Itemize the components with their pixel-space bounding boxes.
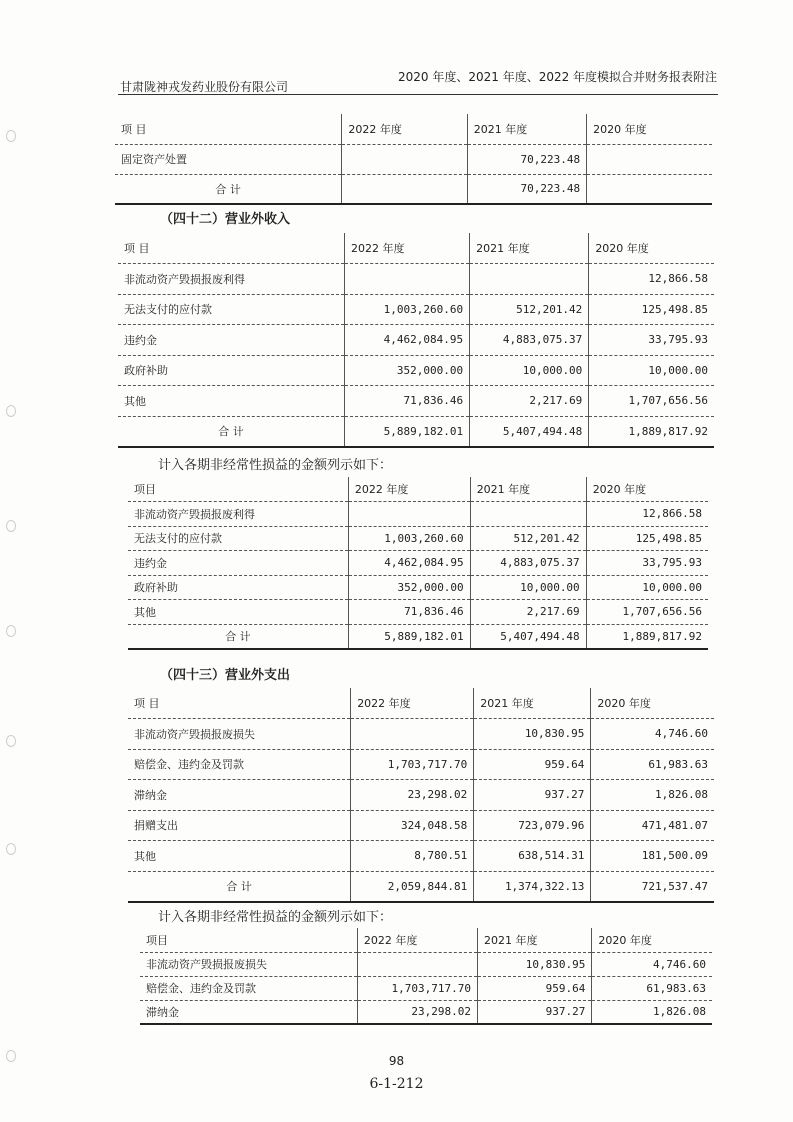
- table-total-row: [115, 174, 712, 204]
- amount-cell: 5,407,494.48: [470, 416, 589, 447]
- header-divider: [118, 94, 718, 95]
- amount-cell: 352,000.00: [344, 355, 469, 386]
- amount-cell: 10,000.00: [586, 575, 708, 600]
- report-title: 2020 年度、2021 年度、2022 年度模拟合并财务报表附注: [398, 70, 718, 84]
- document-code: 6-1-212: [369, 1076, 424, 1092]
- amount-cell: 4,462,084.95: [344, 325, 469, 356]
- row-label: 固定资产处置: [115, 144, 342, 174]
- amount-cell: 12,866.58: [586, 502, 708, 527]
- amount-cell: 1,003,260.60: [348, 526, 470, 551]
- binding-hole: [6, 625, 16, 637]
- amount-cell: 61,983.63: [592, 976, 712, 1000]
- amount-cell: 1,826.08: [591, 780, 714, 811]
- column-header: 2022 年度: [344, 233, 469, 264]
- table-row: [118, 264, 714, 295]
- column-header: 2021 年度: [477, 928, 591, 952]
- amount-cell: 471,481.07: [591, 810, 714, 841]
- row-label: 非流动资产毁损报废利得: [118, 264, 344, 295]
- table-row: [128, 719, 714, 750]
- table-row: [118, 386, 714, 417]
- table-total-row: [128, 624, 708, 649]
- row-label: 捐赠支出: [128, 810, 351, 841]
- section-43-title: （四十三）营业外支出: [160, 668, 291, 683]
- amount-cell: 4,883,075.37: [470, 325, 589, 356]
- row-label: 非流动资产毁损报废利得: [128, 502, 348, 527]
- amount-cell: [470, 264, 589, 295]
- table-row: [128, 749, 714, 780]
- amount-cell: 71,836.46: [344, 386, 469, 417]
- row-label: 滞纳金: [140, 1000, 357, 1024]
- column-header: 2021 年度: [470, 477, 586, 502]
- table-header-row: [140, 928, 712, 952]
- amount-cell: 2,217.69: [470, 386, 589, 417]
- amount-cell: 5,889,182.01: [348, 624, 470, 649]
- table-row: [118, 294, 714, 325]
- row-label: 滞纳金: [128, 780, 351, 811]
- row-label: 非流动资产毁损报废损失: [140, 952, 357, 976]
- table-row: [128, 575, 708, 600]
- amount-cell: 5,889,182.01: [344, 416, 469, 447]
- binding-hole: [6, 405, 16, 417]
- row-label: 合 计: [115, 174, 342, 204]
- amount-cell: 1,374,322.13: [474, 871, 591, 902]
- amount-cell: 1,703,717.70: [351, 749, 474, 780]
- table-total-row: [118, 416, 714, 447]
- amount-cell: 4,883,075.37: [470, 551, 586, 576]
- table-row: [128, 502, 708, 527]
- amount-cell: 23,298.02: [351, 780, 474, 811]
- table-total-row: [128, 871, 714, 902]
- amount-cell: [342, 144, 467, 174]
- amount-cell: [348, 502, 470, 527]
- row-label: 合 计: [118, 416, 344, 447]
- table-row: [140, 952, 712, 976]
- amount-cell: 2,217.69: [470, 600, 586, 625]
- row-label: 无法支付的应付款: [128, 526, 348, 551]
- non-operating-expense-table: [128, 688, 714, 903]
- table-header-row: [128, 477, 708, 502]
- column-header: 项 目: [118, 233, 344, 264]
- amount-cell: 1,707,656.56: [586, 600, 708, 625]
- amount-cell: 1,003,260.60: [344, 294, 469, 325]
- amount-cell: 8,780.51: [351, 841, 474, 872]
- table-row: [118, 355, 714, 386]
- amount-cell: 937.27: [477, 1000, 591, 1024]
- amount-cell: 638,514.31: [474, 841, 591, 872]
- section-42-title: （四十二）营业外收入: [160, 212, 291, 227]
- table-row: [128, 841, 714, 872]
- amount-cell: 71,836.46: [348, 600, 470, 625]
- amount-cell: 10,000.00: [589, 355, 714, 386]
- amount-cell: 10,830.95: [474, 719, 591, 750]
- amount-cell: 2,059,844.81: [351, 871, 474, 902]
- column-header: 项 目: [115, 114, 342, 144]
- amount-cell: 33,795.93: [586, 551, 708, 576]
- amount-cell: 125,498.85: [586, 526, 708, 551]
- amount-cell: [587, 144, 712, 174]
- nonrecurring-note-42: 计入各期非经常性损益的金额列示如下：: [158, 458, 393, 473]
- amount-cell: [357, 952, 477, 976]
- table-row: [128, 526, 708, 551]
- table-row: [115, 144, 712, 174]
- amount-cell: 23,298.02: [357, 1000, 477, 1024]
- row-label: 违约金: [118, 325, 344, 356]
- column-header: 2021 年度: [470, 233, 589, 264]
- column-header: 2020 年度: [591, 688, 714, 719]
- amount-cell: 723,079.96: [474, 810, 591, 841]
- row-label: 其他: [128, 600, 348, 625]
- amount-cell: 512,201.42: [470, 526, 586, 551]
- amount-cell: 5,407,494.48: [470, 624, 586, 649]
- binding-hole: [6, 735, 16, 747]
- table-row: [128, 600, 708, 625]
- amount-cell: 937.27: [474, 780, 591, 811]
- table-row: [128, 810, 714, 841]
- column-header: 2021 年度: [474, 688, 591, 719]
- table-row: [128, 551, 708, 576]
- column-header: 项目: [128, 477, 348, 502]
- page-number: 98: [388, 1054, 405, 1068]
- non-operating-income-nonrecurring-table: [128, 477, 708, 650]
- amount-cell: 1,889,817.92: [589, 416, 714, 447]
- column-header: 2022 年度: [357, 928, 477, 952]
- amount-cell: [344, 264, 469, 295]
- table-header-row: [128, 688, 714, 719]
- amount-cell: 70,223.48: [467, 174, 586, 204]
- column-header: 2020 年度: [589, 233, 714, 264]
- column-header: 2022 年度: [351, 688, 474, 719]
- binding-hole: [6, 130, 16, 142]
- column-header: 项 目: [128, 688, 351, 719]
- column-header: 2020 年度: [592, 928, 712, 952]
- table-header-row: [118, 233, 714, 264]
- row-label: 政府补助: [128, 575, 348, 600]
- amount-cell: 70,223.48: [467, 144, 586, 174]
- amount-cell: 4,746.60: [592, 952, 712, 976]
- amount-cell: [587, 174, 712, 204]
- amount-cell: 721,537.47: [591, 871, 714, 902]
- row-label: 合 计: [128, 871, 351, 902]
- amount-cell: [470, 502, 586, 527]
- column-header: 2020 年度: [586, 477, 708, 502]
- table-header-row: [115, 114, 712, 144]
- non-operating-income-table: [118, 233, 714, 448]
- column-header: 2021 年度: [467, 114, 586, 144]
- amount-cell: 181,500.09: [591, 841, 714, 872]
- row-label: 其他: [128, 841, 351, 872]
- table-row: [140, 1000, 712, 1024]
- column-header: 项目: [140, 928, 357, 952]
- binding-hole: [6, 843, 16, 855]
- amount-cell: [351, 719, 474, 750]
- amount-cell: 125,498.85: [589, 294, 714, 325]
- row-label: 赔偿金、违约金及罚款: [128, 749, 351, 780]
- table-row: [118, 325, 714, 356]
- column-header: 2022 年度: [342, 114, 467, 144]
- row-label: 其他: [118, 386, 344, 417]
- nonrecurring-note-43: 计入各期非经常性损益的金额列示如下：: [158, 910, 393, 925]
- amount-cell: 10,830.95: [477, 952, 591, 976]
- amount-cell: 352,000.00: [348, 575, 470, 600]
- amount-cell: 324,048.58: [351, 810, 474, 841]
- row-label: 合 计: [128, 624, 348, 649]
- row-label: 无法支付的应付款: [118, 294, 344, 325]
- asset-disposal-table: [115, 114, 712, 205]
- amount-cell: 61,983.63: [591, 749, 714, 780]
- amount-cell: 1,707,656.56: [589, 386, 714, 417]
- amount-cell: [342, 174, 467, 204]
- table-row: [140, 976, 712, 1000]
- row-label: 赔偿金、违约金及罚款: [140, 976, 357, 1000]
- amount-cell: 33,795.93: [589, 325, 714, 356]
- amount-cell: 1,889,817.92: [586, 624, 708, 649]
- column-header: 2020 年度: [587, 114, 712, 144]
- amount-cell: 10,000.00: [470, 575, 586, 600]
- amount-cell: 959.64: [474, 749, 591, 780]
- amount-cell: 10,000.00: [470, 355, 589, 386]
- amount-cell: 12,866.58: [589, 264, 714, 295]
- amount-cell: 4,746.60: [591, 719, 714, 750]
- binding-hole: [6, 520, 16, 532]
- table-row: [128, 780, 714, 811]
- company-name: 甘肃陇神戎发药业股份有限公司: [120, 80, 289, 94]
- row-label: 违约金: [128, 551, 348, 576]
- amount-cell: 959.64: [477, 976, 591, 1000]
- amount-cell: 1,826.08: [592, 1000, 712, 1024]
- amount-cell: 4,462,084.95: [348, 551, 470, 576]
- non-operating-expense-nonrecurring-table: [140, 928, 712, 1025]
- column-header: 2022 年度: [348, 477, 470, 502]
- row-label: 政府补助: [118, 355, 344, 386]
- binding-hole: [6, 1050, 16, 1062]
- amount-cell: 512,201.42: [470, 294, 589, 325]
- amount-cell: 1,703,717.70: [357, 976, 477, 1000]
- row-label: 非流动资产毁损报废损失: [128, 719, 351, 750]
